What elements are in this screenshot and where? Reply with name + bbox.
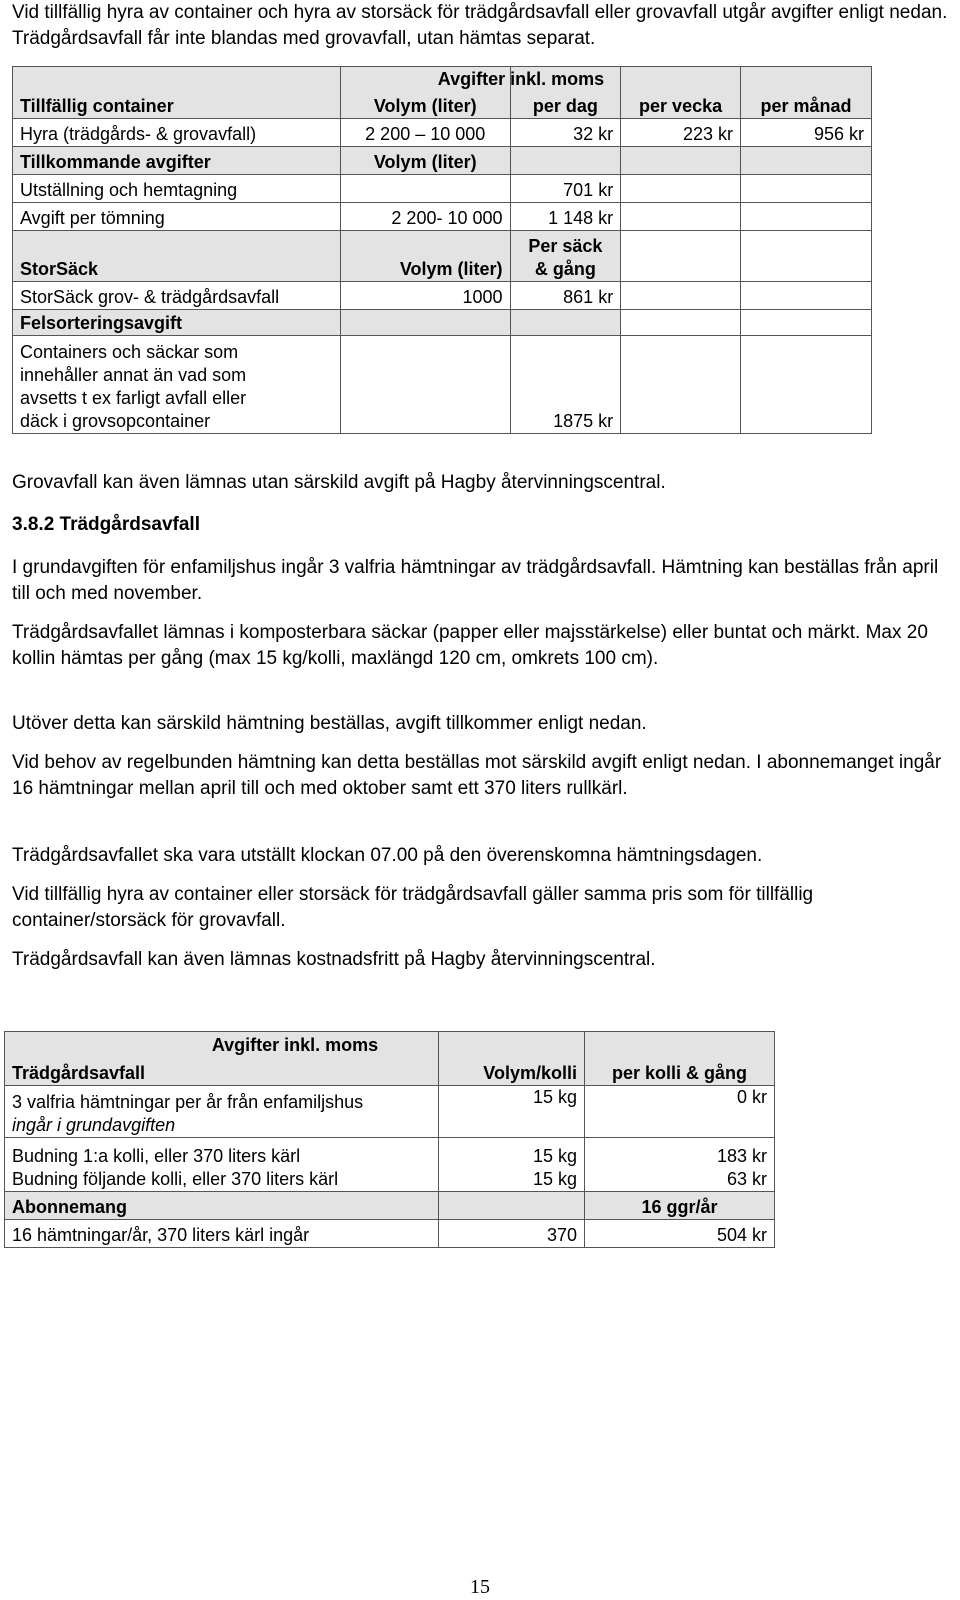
- header-tradgardsavfall: Avgifter inkl. moms Trädgårdsavfall: [5, 1032, 439, 1086]
- row-label: 3 valfria hämtningar per år från enfamiljshus ingår i grundavgiften: [5, 1086, 439, 1138]
- row-label: Utställning och hemtagning: [13, 175, 341, 203]
- row-label: StorSäck: [13, 231, 341, 282]
- row-price: 504 kr: [585, 1220, 775, 1248]
- paragraph-abonnemang: Vid behov av regelbunden hämtning kan detta beställas mot särskild avgift enligt nedan. I abonnemanget ingår 16 hämtningar mellan april till och med oktober samt ett 370 liters rullkärl.: [12, 752, 942, 799]
- paragraph-utstallt: Trädgårdsavfallet ska vara utställt klockan 07.00 på den överenskomna hämtningsdagen.: [12, 845, 763, 866]
- row-volume: 15 kg 15 kg: [439, 1138, 585, 1192]
- paragraph-hagby: Trädgårdsavfall kan även lämnas kostnadsfritt på Hagby återvinningscentral.: [12, 949, 656, 970]
- row-volume: 15 kg: [439, 1086, 585, 1138]
- row-price-month: 956 kr: [741, 119, 872, 147]
- row-price: 0 kr: [585, 1086, 775, 1138]
- header-per-month: per månad: [741, 67, 872, 119]
- grovavfall-paragraph: Grovavfall kan även lämnas utan särskild avgift på Hagby återvinningscentral.: [12, 472, 666, 493]
- row-label: Felsorteringsavgift: [13, 310, 341, 336]
- table-row: [5, 1220, 775, 1248]
- intro-paragraph: Vid tillfällig hyra av container och hyra av storsäck för trädgårdsavfall eller grovavfall utgår avgifter enligt nedan. Trädgårdsavfall får inte blandas med grovavfall, utan hämtas separat.: [12, 2, 948, 49]
- table-row: [13, 203, 872, 231]
- row-price-header: Per säck & gång: [510, 231, 621, 282]
- table-row: [5, 1192, 775, 1220]
- table-row: [13, 119, 872, 147]
- table-row: [13, 147, 872, 175]
- row-label: Avgift per tömning: [13, 203, 341, 231]
- row-price: 861 kr: [510, 282, 621, 310]
- row-price-day: 32 kr: [510, 119, 621, 147]
- row-volume: 1000: [340, 282, 510, 310]
- row-label: StorSäck grov- & trädgårdsavfall: [13, 282, 341, 310]
- row-price: 1875 kr: [510, 336, 621, 434]
- header-per-day: per dag: [510, 67, 621, 119]
- row-label: Budning 1:a kolli, eller 370 liters kärl Budning följande kolli, eller 370 liters kärl: [5, 1138, 439, 1192]
- header-tillfallig-container: Tillfällig container: [13, 67, 341, 119]
- header-volume: Avgifter inkl. moms Volym (liter): [340, 67, 510, 119]
- header-per-week: per vecka: [621, 67, 741, 119]
- table-row: [13, 310, 872, 336]
- row-label: Abonnemang: [5, 1192, 439, 1220]
- row-price: 183 kr 63 kr: [585, 1138, 775, 1192]
- table-row: [5, 1138, 775, 1192]
- table-row: [13, 175, 872, 203]
- table-row: [5, 1086, 775, 1138]
- container-fee-table: [12, 66, 872, 434]
- table-caption: Avgifter inkl. moms: [211, 1035, 379, 1055]
- paragraph-sackar: Trädgårdsavfallet lämnas i komposterbara säckar (papper eller majsstärkelse) eller buntat och märkt. Max 20 kollin hämtas per gång (max 15 kg/kolli, maxlängd 120 cm, omkrets 100 cm).: [12, 622, 928, 669]
- table-row: [13, 336, 872, 434]
- table-header-row: [13, 67, 872, 119]
- row-volume: 2 200 – 10 000: [340, 119, 510, 147]
- header-price: per kolli & gång: [585, 1032, 775, 1086]
- row-value: 16 ggr/år: [585, 1192, 775, 1220]
- row-price: 701 kr: [510, 175, 621, 203]
- row-label: Hyra (trädgårds- & grovavfall): [13, 119, 341, 147]
- garden-waste-fee-table: [4, 1031, 775, 1248]
- row-volume: Volym (liter): [340, 231, 510, 282]
- paragraph-tillfallig: Vid tillfällig hyra av container eller storsäck för trädgårdsavfall gäller samma pris som för tillfällig container/storsäck för grovavfall.: [12, 884, 814, 931]
- table-row: [13, 231, 872, 282]
- page-number: 15: [470, 1576, 490, 1598]
- row-label: Tillkommande avgifter: [13, 147, 341, 175]
- table-row: [13, 282, 872, 310]
- row-label: 16 hämtningar/år, 370 liters kärl ingår: [5, 1220, 439, 1248]
- row-label: Containers och säckar som innehåller annat än vad som avsetts t ex farligt avfall eller däck i grovsopcontainer: [13, 336, 341, 434]
- section-heading: 3.8.2 Trädgårdsavfall: [12, 514, 200, 535]
- paragraph-grundavgift: I grundavgiften för enfamiljshus ingår 3 valfria hämtningar av trädgårdsavfall. Hämtning kan beställas från april till och med november.: [12, 557, 939, 604]
- row-price-week: 223 kr: [621, 119, 741, 147]
- table-header-row: [5, 1032, 775, 1086]
- row-price: 1 148 kr: [510, 203, 621, 231]
- row-volume: 2 200- 10 000: [340, 203, 510, 231]
- row-volume: Volym (liter): [340, 147, 510, 175]
- paragraph-sarskild: Utöver detta kan särskild hämtning beställas, avgift tillkommer enligt nedan.: [12, 713, 647, 734]
- row-volume: 370: [439, 1220, 585, 1248]
- header-volume: Volym/kolli: [439, 1032, 585, 1086]
- table-caption: Avgifter inkl. moms: [437, 69, 605, 89]
